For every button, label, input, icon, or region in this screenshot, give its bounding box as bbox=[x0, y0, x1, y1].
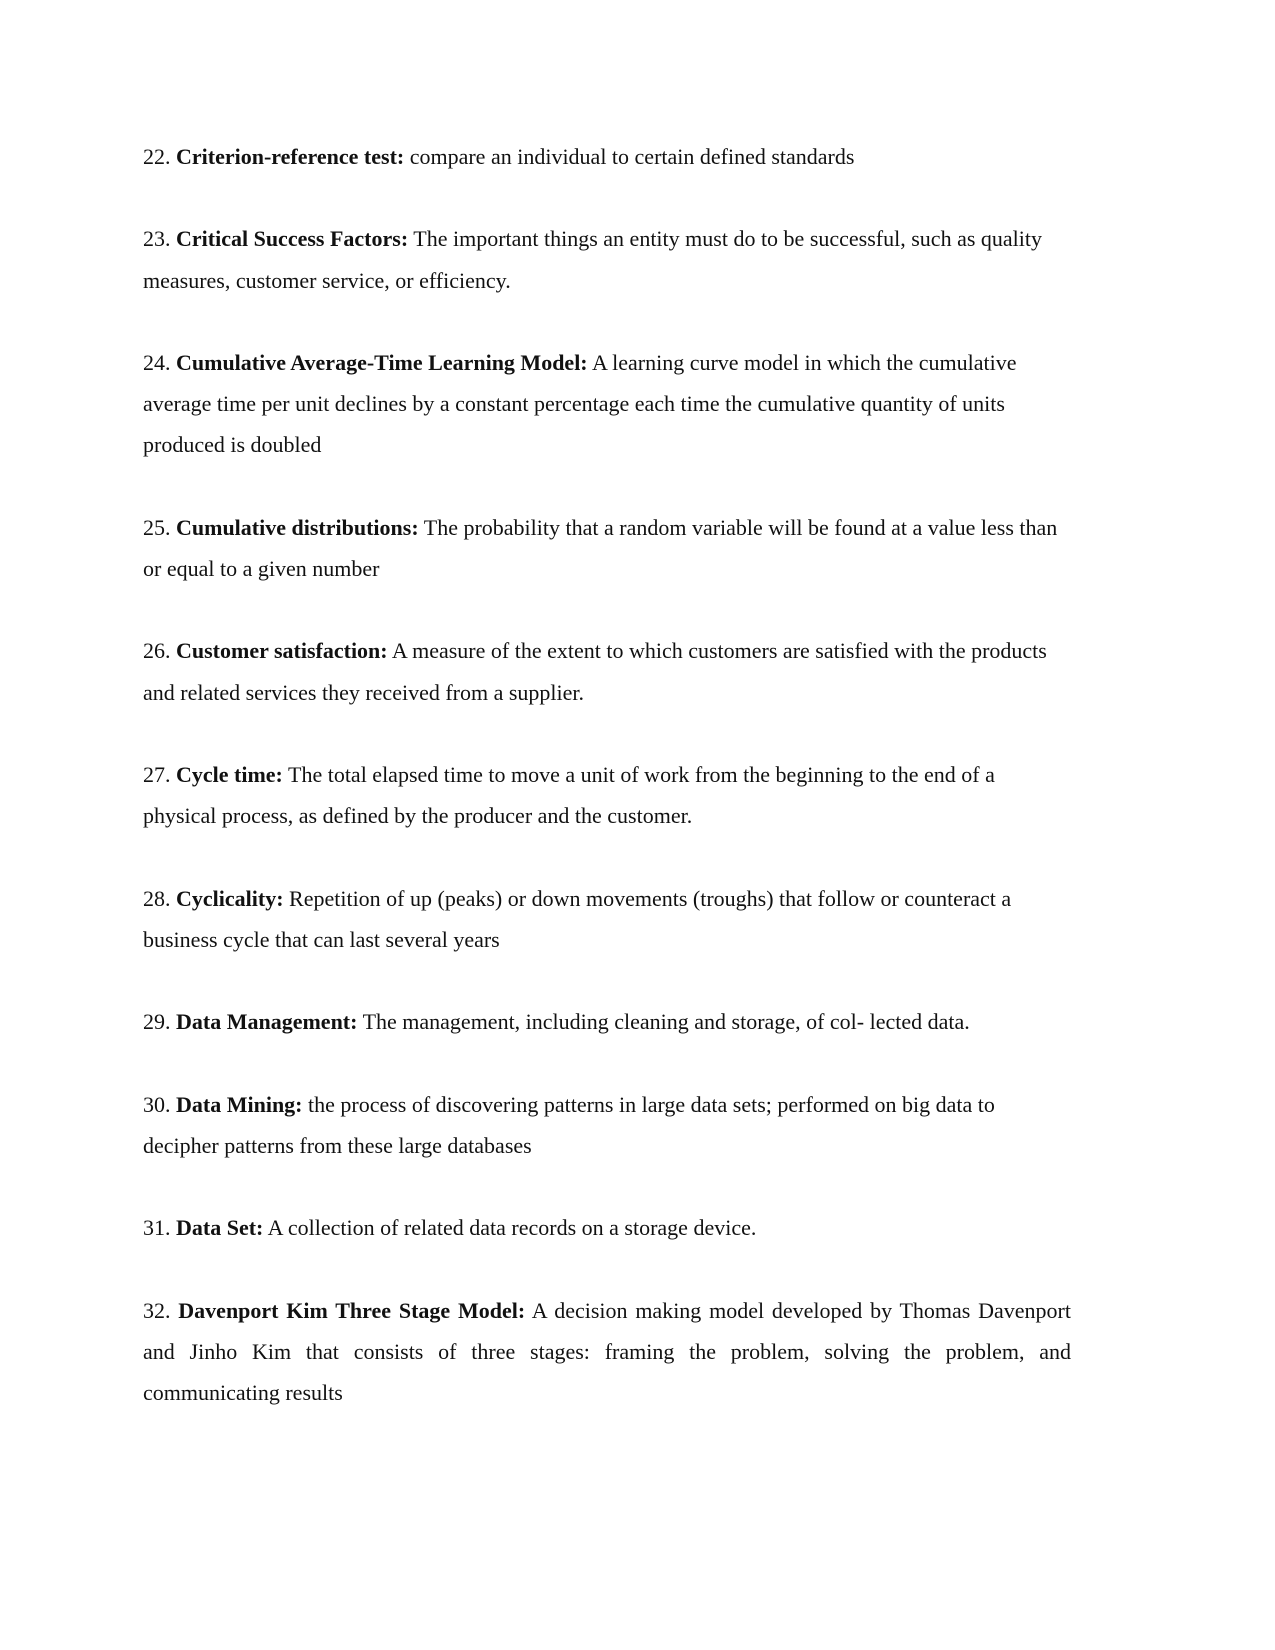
entry-definition: Repetition of up (peaks) or down movements (troughs) that follow or counteract a business cycle that can last several years bbox=[143, 885, 1012, 952]
entry-number: 29. bbox=[143, 1009, 171, 1035]
glossary-entry bbox=[143, 1290, 1071, 1414]
entry-number: 28. bbox=[143, 885, 171, 911]
entry-number: 32. bbox=[143, 1297, 171, 1323]
glossary-entry bbox=[143, 218, 1071, 300]
glossary-entry bbox=[143, 630, 1071, 712]
entry-number: 31. bbox=[143, 1215, 171, 1241]
entry-term: Cumulative distributions: bbox=[176, 514, 419, 540]
entry-definition: The important things an entity must do to be successful, such as quality measures, customer service, or efficiency. bbox=[143, 226, 1042, 293]
entry-number: 23. bbox=[143, 226, 171, 252]
glossary-entry bbox=[143, 1001, 1071, 1042]
entry-term: Cyclicality: bbox=[176, 885, 284, 911]
entry-term: Critical Success Factors: bbox=[176, 226, 409, 252]
entry-number: 25. bbox=[143, 514, 171, 540]
glossary-entry bbox=[143, 507, 1071, 589]
entry-term: Davenport Kim Three Stage Model: bbox=[178, 1297, 526, 1323]
glossary-entry bbox=[143, 1084, 1071, 1166]
entry-term: Cycle time: bbox=[176, 761, 283, 787]
entry-number: 30. bbox=[143, 1091, 171, 1117]
entry-number: 22. bbox=[143, 144, 171, 169]
glossary-entry bbox=[143, 754, 1071, 836]
entry-term: Customer satisfaction: bbox=[176, 638, 388, 664]
glossary-entry bbox=[143, 1207, 1071, 1248]
entry-number: 27. bbox=[143, 761, 171, 787]
entry-term: Cumulative Average-Time Learning Model: bbox=[176, 349, 588, 375]
entry-term: Data Set: bbox=[176, 1215, 264, 1241]
entry-definition: A learning curve model in which the cumulative average time per unit declines by a constant percentage each time the cumulative quantity of units produced is doubled bbox=[143, 349, 1017, 458]
glossary-page bbox=[143, 136, 1071, 1454]
entry-definition: A collection of related data records on a storage device. bbox=[267, 1215, 757, 1241]
glossary-entry bbox=[143, 136, 1071, 177]
entry-term: Data Mining: bbox=[176, 1091, 303, 1117]
entry-number: 24. bbox=[143, 349, 171, 375]
entry-definition: the process of discovering patterns in large data sets; performed on big data to decipher patterns from these large databases bbox=[143, 1091, 995, 1158]
glossary-entry bbox=[143, 878, 1071, 960]
entry-definition: The management, including cleaning and storage, of col- lected data. bbox=[362, 1009, 970, 1035]
glossary-entry bbox=[143, 342, 1071, 466]
entry-definition: A measure of the extent to which customers are satisfied with the products and related services they received from a supplier. bbox=[143, 638, 1047, 705]
entry-definition: The total elapsed time to move a unit of work from the beginning to the end of a physical process, as defined by the producer and the customer. bbox=[143, 761, 995, 829]
entry-term: Criterion-reference test: bbox=[176, 144, 405, 169]
entry-number: 26. bbox=[143, 638, 171, 664]
entry-definition: A decision making model developed by Thomas Davenport and Jinho Kim that consists of three stages: framing the problem, solving the problem, and communicating results bbox=[143, 1297, 1071, 1405]
entry-term: Data Management: bbox=[176, 1009, 358, 1035]
entry-definition: compare an individual to certain defined standards bbox=[409, 144, 855, 169]
entry-definition: The probability that a random variable will be found at a value less than or equal to a given number bbox=[143, 514, 1058, 581]
